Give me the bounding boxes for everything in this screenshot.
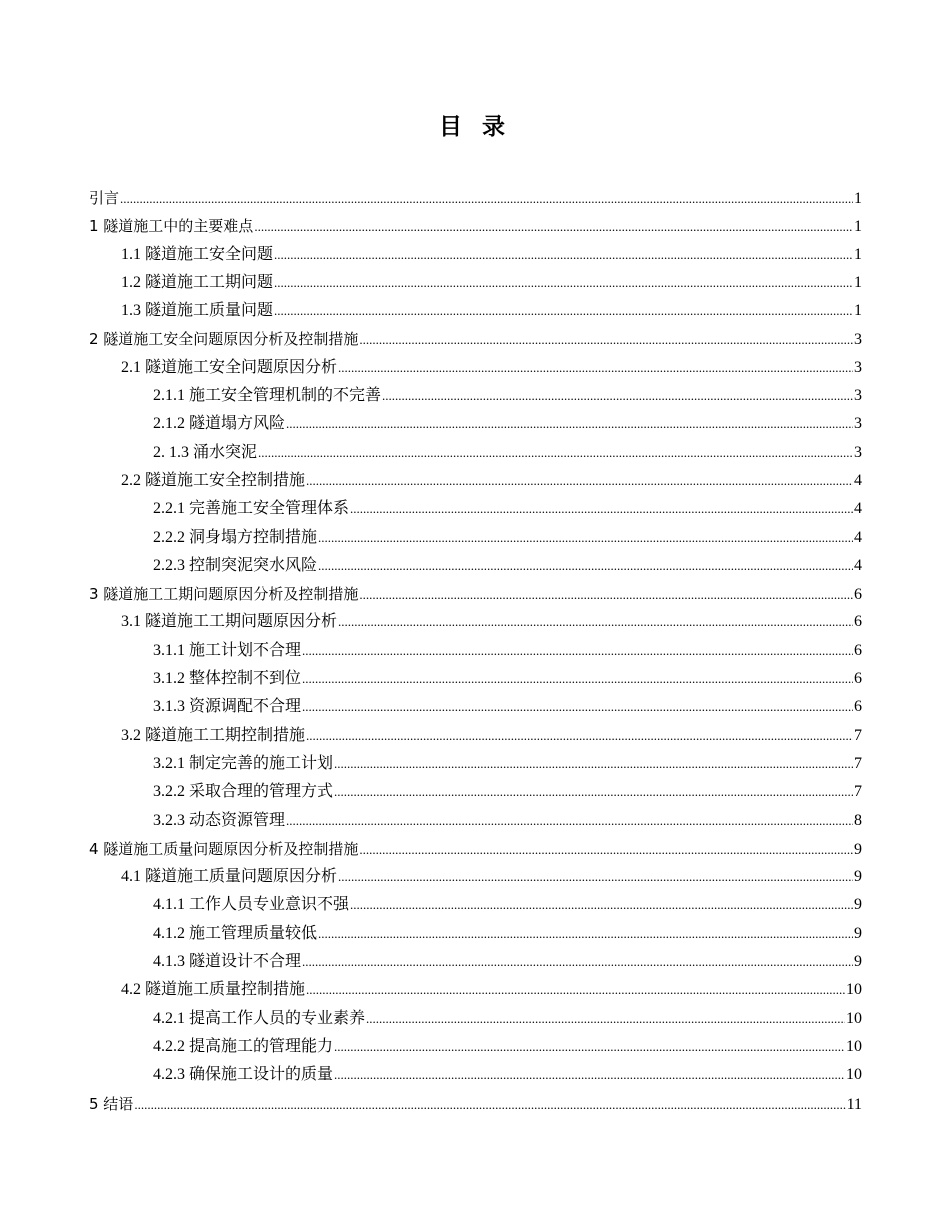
toc-entry[interactable] (89, 891, 862, 919)
toc-entry-label: 4.2.2 提高施工的管理能力 (153, 1037, 334, 1055)
toc-dot-leader (286, 807, 853, 835)
toc-entry-label: 4.1.3 隧道设计不合理 (153, 953, 302, 971)
toc-dot-leader (338, 354, 853, 382)
toc-entry-label: 2.2.3 控制突泥突水风险 (153, 556, 318, 574)
toc-dot-leader (306, 976, 845, 1004)
toc-entry[interactable] (89, 637, 862, 665)
toc-entry-page-number: 9 (854, 840, 862, 858)
toc-dot-leader (338, 608, 853, 636)
toc-entry[interactable] (89, 524, 862, 552)
toc-entry-page-number: 9 (854, 953, 862, 971)
toc-dot-leader (306, 722, 853, 750)
toc-dot-leader (359, 581, 853, 609)
toc-dot-leader (334, 1061, 845, 1089)
toc-dot-leader (338, 863, 853, 891)
toc-entry-label: 2.1.2 隧道塌方风险 (153, 415, 286, 433)
toc-entry-page-number: 10 (846, 1009, 862, 1027)
toc-entry-page-number: 6 (854, 670, 862, 688)
toc-entry-label: 3.2 隧道施工工期控制措施 (121, 726, 306, 744)
toc-entry-page-number: 4 (854, 500, 862, 518)
toc-entry-label: 1.1 隧道施工安全问题 (121, 245, 274, 263)
toc-entry-page-number: 7 (854, 754, 862, 772)
toc-dot-leader (302, 665, 853, 693)
toc-entry-label: 2.2.2 洞身塌方控制措施 (153, 528, 318, 546)
toc-entry-label: 4.2.1 提高工作人员的专业素养 (153, 1009, 366, 1027)
toc-dot-leader (318, 552, 853, 580)
toc-entry-label: 2 隧道施工安全问题原因分析及控制措施 (89, 330, 359, 349)
toc-entry[interactable] (89, 835, 862, 863)
toc-entry-label: 3.1.1 施工计划不合理 (153, 641, 302, 659)
toc-entry[interactable] (89, 1090, 862, 1118)
toc-entry[interactable] (89, 1061, 862, 1089)
toc-entry-page-number: 1 (854, 190, 862, 207)
toc-entry-page-number: 10 (846, 1037, 862, 1055)
toc-entry[interactable] (89, 778, 862, 806)
toc-entry-label: 2.1 隧道施工安全问题原因分析 (121, 358, 338, 376)
toc-entry-label: 4.1.1 工作人员专业意识不强 (153, 896, 350, 914)
toc-entry-label: 1 隧道施工中的主要难点 (89, 217, 254, 236)
toc-entry[interactable] (89, 297, 862, 325)
toc-dot-leader (274, 269, 853, 297)
toc-entry-label: 3.1 隧道施工工期问题原因分析 (121, 613, 338, 631)
toc-dot-leader (334, 1033, 845, 1061)
toc-entry[interactable] (89, 750, 862, 778)
toc-entry-label: 4 隧道施工质量问题原因分析及控制措施 (89, 839, 359, 858)
table-of-contents (89, 184, 862, 1118)
toc-dot-leader (302, 637, 853, 665)
toc-dot-leader (350, 891, 853, 919)
toc-entry-page-number: 1 (854, 273, 862, 291)
toc-entry[interactable] (89, 608, 862, 636)
toc-entry-label: 4.1.2 施工管理质量较低 (153, 924, 318, 942)
toc-entry[interactable] (89, 580, 862, 608)
toc-dot-leader (254, 213, 853, 241)
toc-entry-label: 1.2 隧道施工工期问题 (121, 273, 274, 291)
toc-entry-page-number: 1 (854, 218, 862, 236)
toc-entry[interactable] (89, 552, 862, 580)
toc-entry[interactable] (89, 665, 862, 693)
toc-entry[interactable] (89, 184, 862, 212)
toc-entry-label: 4.2 隧道施工质量控制措施 (121, 981, 306, 999)
toc-entry-page-number: 7 (854, 726, 862, 744)
toc-entry-label: 3 隧道施工工期问题原因分析及控制措施 (89, 585, 359, 604)
toc-entry[interactable] (89, 1005, 862, 1033)
toc-entry[interactable] (89, 325, 862, 353)
toc-entry[interactable] (89, 410, 862, 438)
toc-dot-leader (134, 1091, 845, 1119)
toc-entry-page-number: 3 (854, 331, 862, 349)
toc-dot-leader (306, 467, 853, 495)
toc-dot-leader (302, 693, 853, 721)
toc-entry-page-number: 3 (854, 443, 862, 461)
toc-dot-leader (274, 241, 853, 269)
toc-entry-page-number: 8 (854, 811, 862, 829)
toc-entry-label: 3.2.1 制定完善的施工计划 (153, 754, 334, 772)
toc-entry-label: 3.2.2 采取合理的管理方式 (153, 783, 334, 801)
toc-entry[interactable] (89, 976, 862, 1004)
toc-entry[interactable] (89, 948, 862, 976)
toc-dot-leader (382, 382, 853, 410)
toc-entry-page-number: 10 (846, 1066, 862, 1084)
toc-dot-leader (120, 185, 853, 213)
toc-entry-page-number: 4 (854, 528, 862, 546)
toc-dot-leader (334, 778, 853, 806)
toc-entry-page-number: 11 (846, 1095, 862, 1113)
toc-entry-page-number: 4 (854, 556, 862, 574)
toc-entry-label: 2. 1.3 涌水突泥 (153, 443, 258, 461)
toc-entry-page-number: 6 (854, 613, 862, 631)
page-title: 目 录 (438, 114, 511, 140)
toc-entry-label: 4.2.3 确保施工设计的质量 (153, 1066, 334, 1084)
toc-dot-leader (334, 750, 853, 778)
toc-entry[interactable] (89, 722, 862, 750)
toc-entry[interactable] (89, 807, 862, 835)
toc-dot-leader (318, 920, 853, 948)
toc-dot-leader (258, 439, 853, 467)
toc-entry-page-number: 9 (854, 896, 862, 914)
toc-dot-leader (359, 326, 853, 354)
toc-dot-leader (350, 495, 853, 523)
toc-entry-page-number: 3 (854, 387, 862, 405)
toc-entry[interactable] (89, 382, 862, 410)
toc-entry-page-number: 6 (854, 698, 862, 716)
toc-entry-label: 2.2.1 完善施工安全管理体系 (153, 500, 350, 518)
toc-dot-leader (318, 524, 853, 552)
toc-entry[interactable] (89, 467, 862, 495)
toc-entry-page-number: 4 (854, 471, 862, 489)
toc-entry[interactable] (89, 920, 862, 948)
toc-entry-label: 3.2.3 动态资源管理 (153, 811, 286, 829)
toc-entry[interactable] (89, 241, 862, 269)
toc-entry-page-number: 1 (854, 302, 862, 320)
toc-dot-leader (274, 297, 853, 325)
toc-dot-leader (302, 948, 853, 976)
toc-entry[interactable] (89, 439, 862, 467)
toc-entry-label: 2.1.1 施工安全管理机制的不完善 (153, 387, 382, 405)
toc-entry[interactable] (89, 1033, 862, 1061)
toc-entry-page-number: 10 (846, 981, 862, 999)
toc-entry-page-number: 3 (854, 358, 862, 376)
toc-entry-page-number: 9 (854, 868, 862, 886)
toc-entry-label: 4.1 隧道施工质量问题原因分析 (121, 868, 338, 886)
toc-entry-label: 3.1.2 整体控制不到位 (153, 670, 302, 688)
toc-entry[interactable] (89, 269, 862, 297)
toc-entry[interactable] (89, 863, 862, 891)
toc-entry-label: 3.1.3 资源调配不合理 (153, 698, 302, 716)
toc-entry-label: 2.2 隧道施工安全控制措施 (121, 471, 306, 489)
toc-entry-page-number: 3 (854, 415, 862, 433)
toc-dot-leader (359, 836, 853, 864)
toc-entry[interactable] (89, 354, 862, 382)
toc-entry-page-number: 9 (854, 924, 862, 942)
toc-dot-leader (366, 1005, 845, 1033)
toc-entry[interactable] (89, 212, 862, 240)
toc-entry-page-number: 6 (854, 586, 862, 604)
toc-entry-label: 引言 (89, 189, 120, 207)
toc-entry[interactable] (89, 495, 862, 523)
toc-entry-page-number: 1 (854, 245, 862, 263)
toc-dot-leader (286, 410, 853, 438)
toc-entry-label: 1.3 隧道施工质量问题 (121, 302, 274, 320)
toc-entry[interactable] (89, 693, 862, 721)
toc-entry-page-number: 7 (854, 783, 862, 801)
toc-entry-label: 5 结语 (89, 1094, 134, 1113)
toc-entry-page-number: 6 (854, 641, 862, 659)
